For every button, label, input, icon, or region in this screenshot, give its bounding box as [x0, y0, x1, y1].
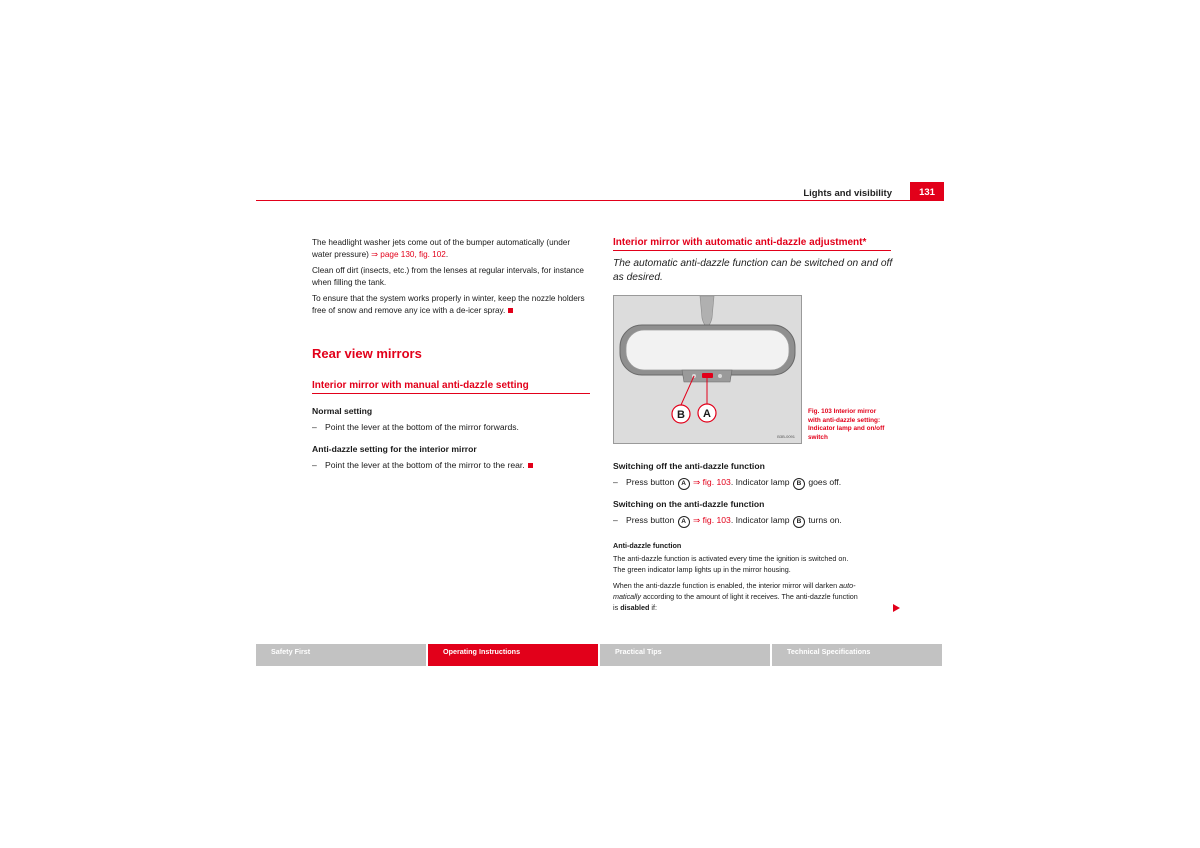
antidazzle-setting-step: – Point the lever at the bottom of the mirror to the rear.	[312, 459, 533, 471]
figure-103-illustration	[613, 295, 802, 444]
antidazzle-setting-heading: Anti-dazzle setting for the interior mirror	[312, 444, 477, 454]
caption-line: Fig. 103 Interior mirror	[808, 408, 877, 415]
switching-on-heading: Switching on the anti-dazzle function	[613, 499, 765, 509]
continue-arrow-icon	[893, 604, 900, 612]
winter-text: To ensure that the system works properly in winter, keep the nozzle holders free of snow and remove any ice with a de-icer spray.	[312, 294, 585, 315]
italic-span: auto-	[839, 581, 856, 590]
automatic-heading-rule	[613, 250, 891, 251]
winter-paragraph	[312, 293, 596, 316]
page-130-link[interactable]: ⇒ page 130, fig. 102	[371, 249, 446, 259]
tab-technical-specifications[interactable]: Technical Specifications	[772, 644, 942, 666]
mirror-drawing	[614, 296, 801, 443]
text-line: The anti-dazzle function is activated every time the ignition is switched on.	[613, 554, 849, 563]
intro-paragraph: The automatic anti-dazzle function can be switched on and off as desired.	[613, 258, 893, 283]
tab-practical-tips[interactable]: Practical Tips	[600, 644, 770, 666]
button-a-symbol: A	[678, 516, 690, 528]
function-paragraph-1	[613, 553, 898, 575]
washer-paragraph	[312, 237, 592, 260]
switching-off-step: – Press button A ⇒ fig. 103. Indicator lamp B goes off.	[613, 476, 841, 490]
normal-setting-step: – Point the lever at the bottom of the mirror forwards.	[312, 422, 519, 432]
antidazzle-step-text: Point the lever at the bottom of the mirror to the rear.	[325, 460, 525, 470]
text-line	[613, 580, 898, 591]
anti-dazzle-function-heading: Anti-dazzle function	[613, 541, 682, 550]
indicator-lamp-text: . Indicator lamp	[730, 515, 790, 525]
tab-operating-instructions[interactable]: Operating Instructions	[428, 644, 598, 666]
indicator-lamp-text: . Indicator lamp	[730, 477, 790, 487]
manual-anti-dazzle-heading: Interior mirror with manual anti-dazzle setting	[312, 380, 529, 391]
text-span: if:	[649, 603, 657, 612]
page-number: 131	[910, 182, 944, 201]
manual-heading-rule	[312, 393, 590, 394]
figure-caption	[808, 408, 898, 442]
callout-a-label: A	[703, 408, 711, 420]
tab-safety-first[interactable]: Safety First	[256, 644, 426, 666]
bold-span: disabled	[620, 603, 650, 612]
normal-setting-heading: Normal setting	[312, 406, 373, 416]
caption-line: with anti-dazzle setting:	[808, 416, 881, 424]
caption-line: Indicator lamp and on/off	[808, 425, 885, 432]
lamp-b-symbol: B	[793, 478, 805, 490]
italic-span: matically	[613, 592, 641, 601]
automatic-anti-dazzle-heading: Interior mirror with automatic anti-dazzle adjustment*	[613, 237, 867, 248]
press-button-text: Press button	[626, 515, 675, 525]
turns-on-text: turns on.	[808, 515, 842, 525]
text-span: according to the amount of light it receives. The anti-dazzle function	[640, 592, 858, 601]
press-button-text: Press button	[626, 477, 675, 487]
goes-off-text: goes off.	[808, 477, 842, 487]
text-span: is	[613, 603, 621, 612]
washer-text: The headlight washer jets come out of the bumper automatically (under water pressure)	[312, 238, 571, 259]
header-rule	[256, 200, 944, 201]
function-paragraph-2	[613, 580, 898, 613]
rear-view-mirrors-heading: Rear view mirrors	[312, 346, 422, 361]
fig-103-link[interactable]: ⇒ fig. 103	[693, 477, 731, 487]
text-span: When the anti-dazzle function is enabled, the interior mirror will darken	[613, 581, 840, 590]
cleaning-paragraph: Clean off dirt (insects, etc.) from the lenses at regular intervals, for instance when filling the tank.	[312, 266, 584, 287]
end-of-section-mark	[508, 308, 513, 313]
callout-b-label: B	[677, 409, 685, 421]
normal-step-text: Point the lever at the bottom of the mirror forwards.	[325, 422, 519, 432]
button-a-symbol: A	[678, 478, 690, 490]
text-line	[613, 602, 898, 613]
switching-on-step: – Press button A ⇒ fig. 103. Indicator lamp B turns on.	[613, 514, 842, 528]
switching-off-heading: Switching off the anti-dazzle function	[613, 461, 765, 471]
end-of-section-mark	[528, 463, 533, 468]
text-line	[613, 591, 898, 602]
lamp-b-symbol: B	[793, 516, 805, 528]
text-line: The green indicator lamp lights up in the mirror housing.	[613, 565, 791, 574]
washer-text-end: .	[445, 249, 449, 259]
caption-line: switch	[808, 433, 828, 441]
section-title: Lights and visibility	[803, 188, 892, 199]
figure-code: B3B-0091	[777, 434, 795, 439]
fig-103-link[interactable]: ⇒ fig. 103	[693, 515, 731, 525]
